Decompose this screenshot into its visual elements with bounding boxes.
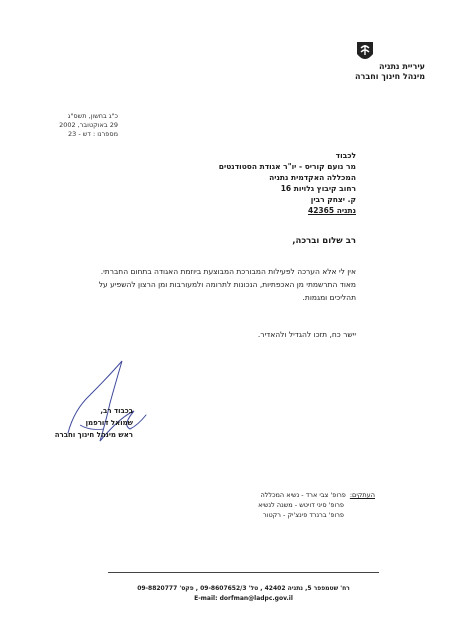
recipient-line: רחוב קיבוץ גלויות 16 xyxy=(280,184,356,193)
body-line: תהליכים ומגמות. xyxy=(302,293,356,302)
copies-row xyxy=(258,490,375,500)
hebrew-date: כ"ג בחשון, תשס"ג xyxy=(67,112,118,120)
org-department: מינהל חינוך וחברה xyxy=(355,72,425,81)
footer-divider xyxy=(108,572,379,573)
sign-off xyxy=(55,405,133,441)
letter-footer xyxy=(108,584,379,604)
recipient-line: מר נועם קוריס - יו"ר אגודת הסטודנטים xyxy=(218,162,356,171)
signer-name: שמואל דורפמן xyxy=(85,419,133,427)
recipient-city-zip: נתניה 42365 xyxy=(308,206,356,215)
gregorian-date: 29 באוקטובר, 2002 xyxy=(59,121,118,129)
footer-address: רח' שטמפפר 5, נתניה 42402 , טל' 09-8607652/3 , פקס' 09-8820777 xyxy=(137,585,350,592)
copies-item: פרופ' ברנרד פינצ'יק - רקטור xyxy=(263,511,344,519)
copies-list xyxy=(258,500,375,520)
letterhead-org xyxy=(355,62,425,82)
footer-email: E-mail: dorfman@ladpc.gov.il xyxy=(194,595,293,602)
body-line: מאוד התרשמתי מן האכפתיות, הנכונות לתרומה ולמעורבות ומן הרצון להשפיע על xyxy=(98,280,356,289)
recipient-address xyxy=(219,150,356,216)
org-name: עיריית נתניה xyxy=(378,62,425,71)
body-line: אין לי אלא הערכה לפעילות המבורכת המבוצעת ביוזמת האגודה בתחום החברתי. xyxy=(100,267,356,276)
copies-section xyxy=(258,490,375,520)
signer-title: ראש מינהל חינוך וחברה xyxy=(54,431,133,439)
closing-line: יישר כח, תזכו להגדיל ולהאדיר. xyxy=(257,330,356,339)
copies-item: פרופ' צבי ארד - נשיא המכללה xyxy=(260,491,346,499)
recipient-line: ק. יצחק רבין xyxy=(310,195,356,204)
municipality-emblem-icon xyxy=(355,40,375,64)
greeting: רב שלום וברכה, xyxy=(292,236,356,246)
letter-meta xyxy=(59,112,118,139)
copies-label: העתקים: xyxy=(349,491,375,499)
sign-off-respect: בכבוד רב, xyxy=(100,407,133,415)
reference-number: מספרנו : דש - 23 xyxy=(68,130,118,138)
recipient-line: לכבוד xyxy=(335,151,356,160)
recipient-line: המכללה האקדמית נתניה xyxy=(269,173,356,182)
copies-item: פרופ' סיני דויטש - משנה לנשיא xyxy=(258,501,344,509)
letter-body xyxy=(56,265,356,304)
